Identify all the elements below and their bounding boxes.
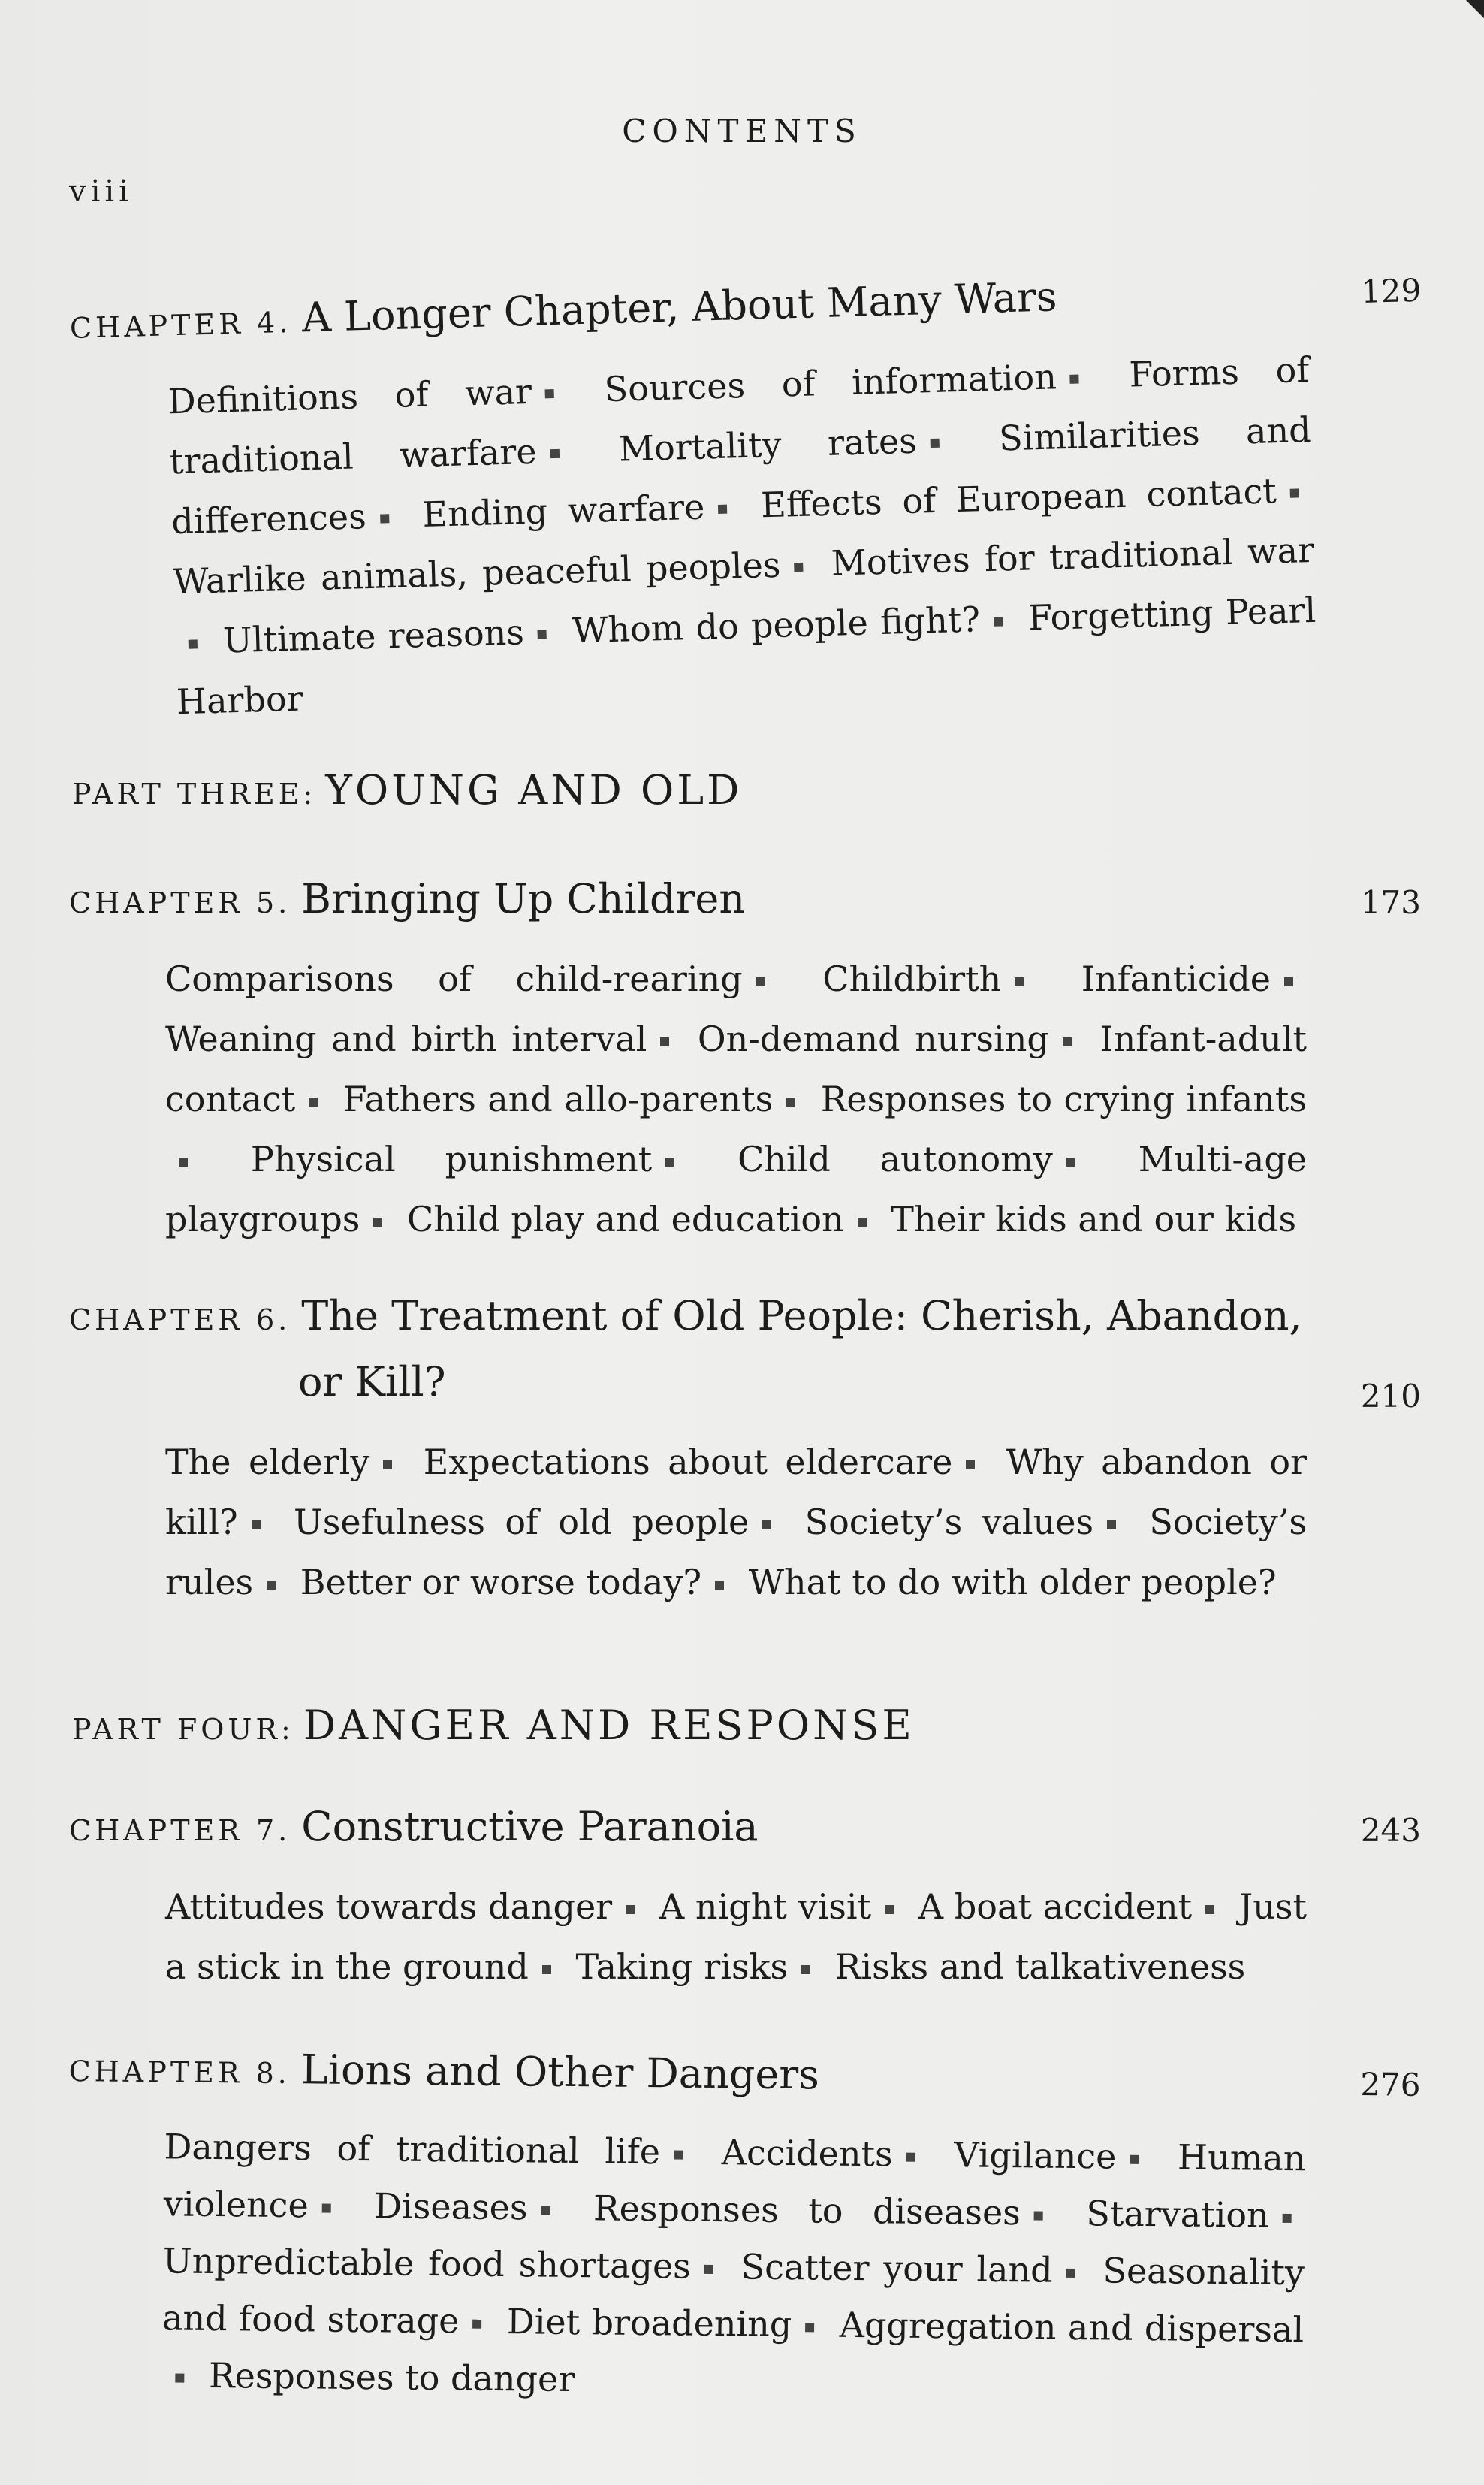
topic-item: Responses to crying infants [820,1079,1308,1119]
topic-separator [550,449,559,458]
chapter-label: CHAPTER 8. [68,2054,291,2091]
topic-item: Forms of traditional warfare [169,349,1310,482]
topic-item: Dangers of traditional life [164,2126,661,2172]
chapter-topics [161,2118,1306,2415]
topic-separator [660,1037,669,1046]
topic-separator [1034,2211,1043,2220]
chapter-5 [69,875,1421,1249]
part-label: PART FOUR: [72,1713,294,1746]
chapter-heading [69,875,1421,928]
topic-separator [1284,977,1293,986]
topic-item: Human violence [163,2136,1306,2226]
topic-separator [373,1218,382,1227]
chapter-topics [165,1432,1307,1612]
topic-item: Usefulness of old people [293,1502,750,1542]
part-label: PART THREE: [72,778,317,811]
chapter-page-number: 173 [1360,884,1421,921]
topic-separator [545,389,554,398]
topic-item: A night visit [659,1886,872,1927]
part-three-heading [72,766,742,814]
topic-item: Weaning and birth interval [165,1019,647,1059]
topic-item: Diet broadening [506,2301,792,2345]
topic-separator [858,1218,867,1227]
topic-item: Risks and talkativeness [834,1946,1246,1987]
topic-separator [1283,2214,1292,2223]
chapter-label: CHAPTER 5. [69,886,291,919]
topic-item: Aggregation and dispersal [839,2304,1305,2351]
topic-separator [994,617,1003,626]
topic-separator [322,2204,331,2213]
topic-separator [1107,1520,1116,1529]
topic-separator [786,1098,795,1107]
topic-separator [674,2150,683,2159]
topic-item: Society’s rules [165,1502,1307,1602]
topic-separator [383,1460,392,1469]
topic-item: Child play and education [407,1199,844,1239]
topic-item: Starvation [1086,2193,1269,2236]
chapter-page-number: 276 [1360,2066,1421,2103]
topic-item: Childbirth [822,959,1002,999]
topic-separator [665,1158,674,1167]
chapter-title: The Treatment of Old People: Cherish, Abandon, [301,1292,1302,1339]
topic-separator [380,514,389,523]
topic-separator [1063,1037,1072,1046]
topic-separator [309,1098,318,1107]
topic-item: Ultimate reasons [222,611,525,661]
topic-separator [189,639,198,648]
topic-separator [762,1520,771,1529]
topic-separator [1015,977,1024,986]
chapter-title: Constructive Paranoia [301,1803,759,1850]
topic-item: Just a stick in the ground [165,1886,1308,1987]
topic-item: Scatter your land [740,2246,1053,2290]
chapter-8 [65,2043,1421,2417]
topic-separator [175,2374,184,2383]
topic-item: Vigilance [954,2134,1117,2177]
topic-separator [718,505,727,514]
topic-separator [541,2206,550,2215]
topic-item: Attitudes towards danger [165,1886,613,1927]
chapter-7 [69,1803,1421,1997]
folio: viii [69,174,133,209]
topic-item: Whom do people fight? [572,599,981,651]
chapter-heading [69,1292,1421,1345]
topic-item: Infant-adult contact [165,1019,1308,1119]
topic-item: Infanticide [1081,959,1271,999]
chapter-label: CHAPTER 7. [69,1814,291,1847]
topic-item: Similarities and differences [170,409,1312,542]
topic-separator [1066,2269,1075,2278]
part-title: YOUNG AND OLD [325,766,743,814]
topic-separator [931,439,940,448]
topic-item: Taking risks [575,1946,789,1987]
topic-item: Why abandon or kill? [165,1442,1308,1542]
topic-separator [1130,2155,1139,2164]
chapter-heading [69,1803,1421,1855]
topic-item: Their kids and our kids [891,1199,1297,1239]
topic-item: Responses to danger [208,2354,575,2400]
topic-separator [715,1581,724,1590]
topic-item: Physical punishment [250,1139,653,1179]
chapter-heading-continued [69,1358,1421,1415]
topic-separator [626,1905,635,1914]
topic-item: Expectations about eldercare [423,1442,953,1482]
topic-separator [805,2323,814,2332]
chapter-page-number: 210 [1360,1378,1421,1415]
running-head: CONTENTS [622,113,862,149]
chapter-topics [165,949,1307,1249]
topic-separator [1205,1905,1214,1914]
topic-item: Fathers and allo-parents [342,1079,774,1119]
chapter-title: A Longer Chapter, About Many Wars [301,273,1058,342]
topic-item: Warlike animals, peaceful peoples [172,544,782,602]
topic-item: Effects of European contact [760,470,1277,526]
topic-separator [794,563,803,572]
topic-item: Accidents [721,2132,893,2175]
topic-item: Forgetting Pearl Harbor [176,589,1317,723]
topic-separator [1290,488,1299,497]
topic-separator [267,1581,276,1590]
chapter-heading [68,2043,1421,2110]
page-corner [1439,0,1484,53]
topic-item: Child autonomy [737,1139,1053,1179]
chapter-label: CHAPTER 6. [69,1303,291,1336]
chapter-title: Bringing Up Children [301,875,746,922]
topic-separator [1070,374,1079,383]
topic-separator [542,1965,551,1974]
chapter-page-number: 243 [1360,1812,1421,1849]
topic-item: Seasonality and food storage [161,2250,1305,2342]
chapter-6 [69,1292,1421,1612]
topic-separator [538,630,547,639]
topic-item: What to do with older people? [748,1562,1277,1602]
topic-item: Sources of information [603,356,1057,410]
topic-separator [704,2265,713,2274]
part-title: DANGER AND RESPONSE [303,1701,915,1749]
topic-separator [966,1460,975,1469]
topic-separator [801,1965,810,1974]
topic-item: Ending warfare [421,486,706,535]
topic-separator [179,1158,188,1167]
topic-item: Better or worse today? [300,1562,702,1602]
chapter-title: Lions and Other Dangers [300,2046,820,2099]
topic-separator [472,2320,481,2329]
topic-item: Diseases [373,2185,528,2228]
topic-item: Society’s values [804,1502,1094,1542]
chapter-label: CHAPTER 4. [69,305,292,345]
topic-item: Multi-age playgroups [165,1139,1308,1239]
topic-item: Responses to diseases [593,2188,1021,2233]
chapter-4 [69,263,1432,735]
topic-separator [906,2153,915,2162]
topic-item: Motives for traditional war [831,529,1315,584]
topic-separator [885,1905,894,1914]
topic-item: Definitions of war [167,370,532,422]
chapter-heading [69,263,1422,353]
chapter-topics [165,1877,1307,1997]
topic-separator [756,977,765,986]
topic-separator [1066,1158,1075,1167]
topic-item: On-demand nursing [697,1019,1049,1059]
topic-separator [252,1520,261,1529]
chapter-title-continued: or Kill? [298,1358,446,1406]
topic-item: Unpredictable food shortages [162,2240,692,2287]
topic-item: Comparisons of child-rearing [165,959,743,999]
topic-item: The elderly [165,1442,370,1482]
part-four-heading [72,1701,915,1749]
chapter-page-number: 129 [1360,271,1422,310]
topic-item: A boat accident [918,1886,1193,1927]
chapter-topics [167,340,1319,732]
topic-item: Mortality rates [618,420,918,470]
